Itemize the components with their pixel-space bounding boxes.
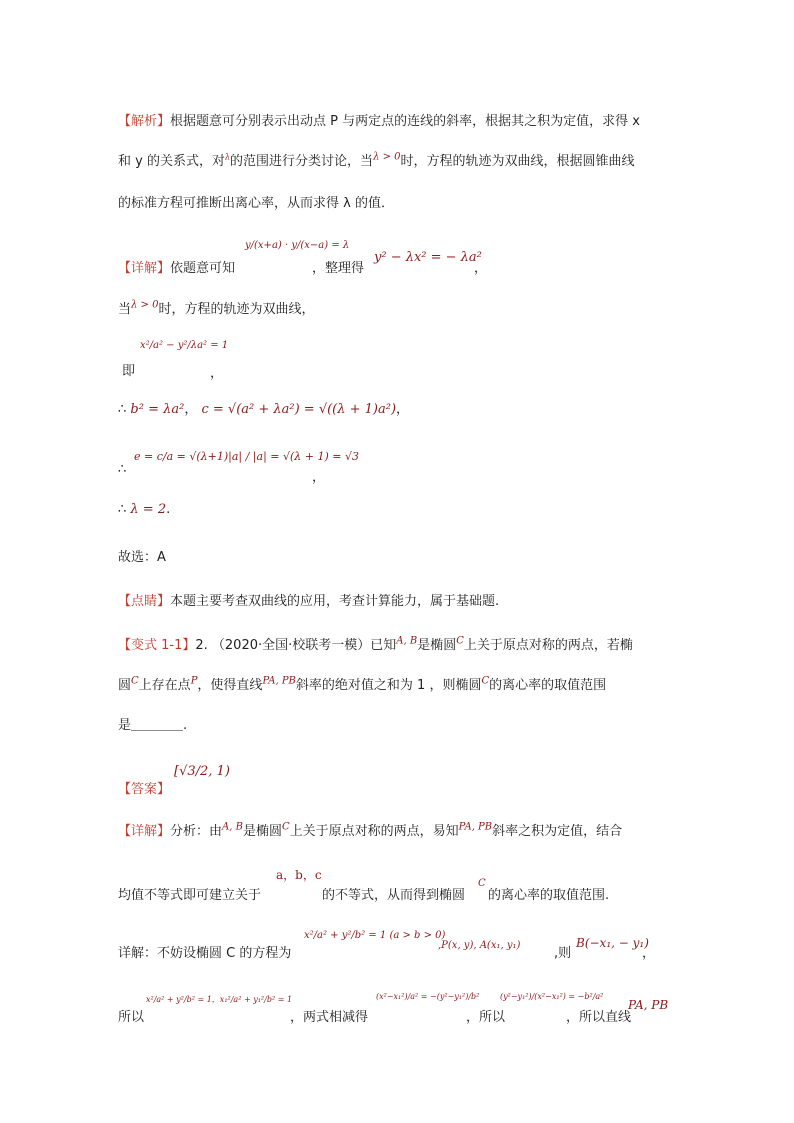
comment-tag: 【点睛】 — [118, 594, 171, 609]
variant-line-2: 圆$^C$上存在点$^P$，使得直线$^{PA, PB}$斜率的绝对值之和为 1 ，则椭圆$^C$的离心率的取值范围 — [118, 675, 607, 693]
equation-ellipse: x²/a² + y²/b² = 1 (a > b > 0) — [304, 930, 446, 941]
equation-slope-product: y/(x+a) · y/(x−a) = λ — [245, 240, 350, 251]
detail-line-6: ∴ λ = 2. — [118, 502, 171, 517]
equation-pair: x²/a² + y²/b² = 1，x₁²/a² + y₁²/b² = 1 — [146, 995, 293, 1004]
equation-b-squared: b² = λa² — [130, 402, 185, 417]
variant-line-1: 【变式 1-1】2. （2020·全国·校联考一模）已知$^{A, B}$是椭圆$^C$上关于原点对称的两点，若椭 — [118, 635, 633, 653]
equation-eccentricity: e = c/a = √(λ+1)|a| / |a| = √(λ + 1) = √3 — [134, 450, 359, 463]
equation-c: c = √(a² + λa²) = √((λ + 1)a²) — [201, 402, 397, 417]
equation-relation: y² − λx² = − λa² — [374, 250, 482, 265]
variant-tag: 【变式 1-1】 — [118, 638, 196, 653]
equation-ratio: (y²−y₁²)/(x²−x₁²) = −b²/a² — [500, 992, 604, 1001]
detail2-line-1: 【详解】分析：由$^{A, B}$是椭圆$^C$上关于原点对称的两点，易知$^{PA, PB}$斜率之积为定值，结合 — [118, 821, 623, 839]
comment-line: 【点睛】本题主要考查双曲线的应用，考查计算能力，属于基础题. — [118, 594, 500, 609]
answer-tag: 【答案】 — [118, 782, 171, 797]
equation-hyperbola: x²/a² − y²/λa² = 1 — [140, 340, 229, 351]
abc-label: a，b，c — [276, 868, 322, 882]
detail-tag: 【详解】 — [118, 261, 171, 276]
equation-subtract: (x²−x₁²)/a² = −(y²−y₁²)/b² — [376, 992, 480, 1001]
detail-line-4: ∴ b² = λa²， c = √(a² + λa²) = √((λ + 1)a²)， — [118, 402, 410, 417]
variant-line-3: 是＿＿＿＿. — [118, 718, 188, 733]
equation-lambda-value: λ = 2 — [130, 502, 167, 517]
analysis-line-1: 【解析】根据题意可分别表示出动点 P 与两定点的连线的斜率，根据其之积为定值，求得 x — [118, 114, 640, 129]
answer-value: [√3/2, 1) — [174, 764, 230, 779]
analysis-line-3: 的标准方程可推断出离心率，从而求得 λ 的值． — [118, 196, 394, 211]
point-b: B(−x₁, − y₁) — [576, 936, 649, 950]
analysis-tag: 【解析】 — [118, 114, 171, 129]
detail-line-2: 当$^{\lambda > 0}$时，方程的轨迹为双曲线， — [118, 299, 315, 317]
detail2-tag: 【详解】 — [118, 824, 171, 839]
analysis-line-2: 和 y 的关系式，对$^\lambda$的范围进行分类讨论，当$^{\lambda > 0}$时，方程的轨迹为双曲线，根据圆锥曲线 — [118, 151, 635, 169]
detail-choice: 故选：A — [118, 550, 166, 565]
